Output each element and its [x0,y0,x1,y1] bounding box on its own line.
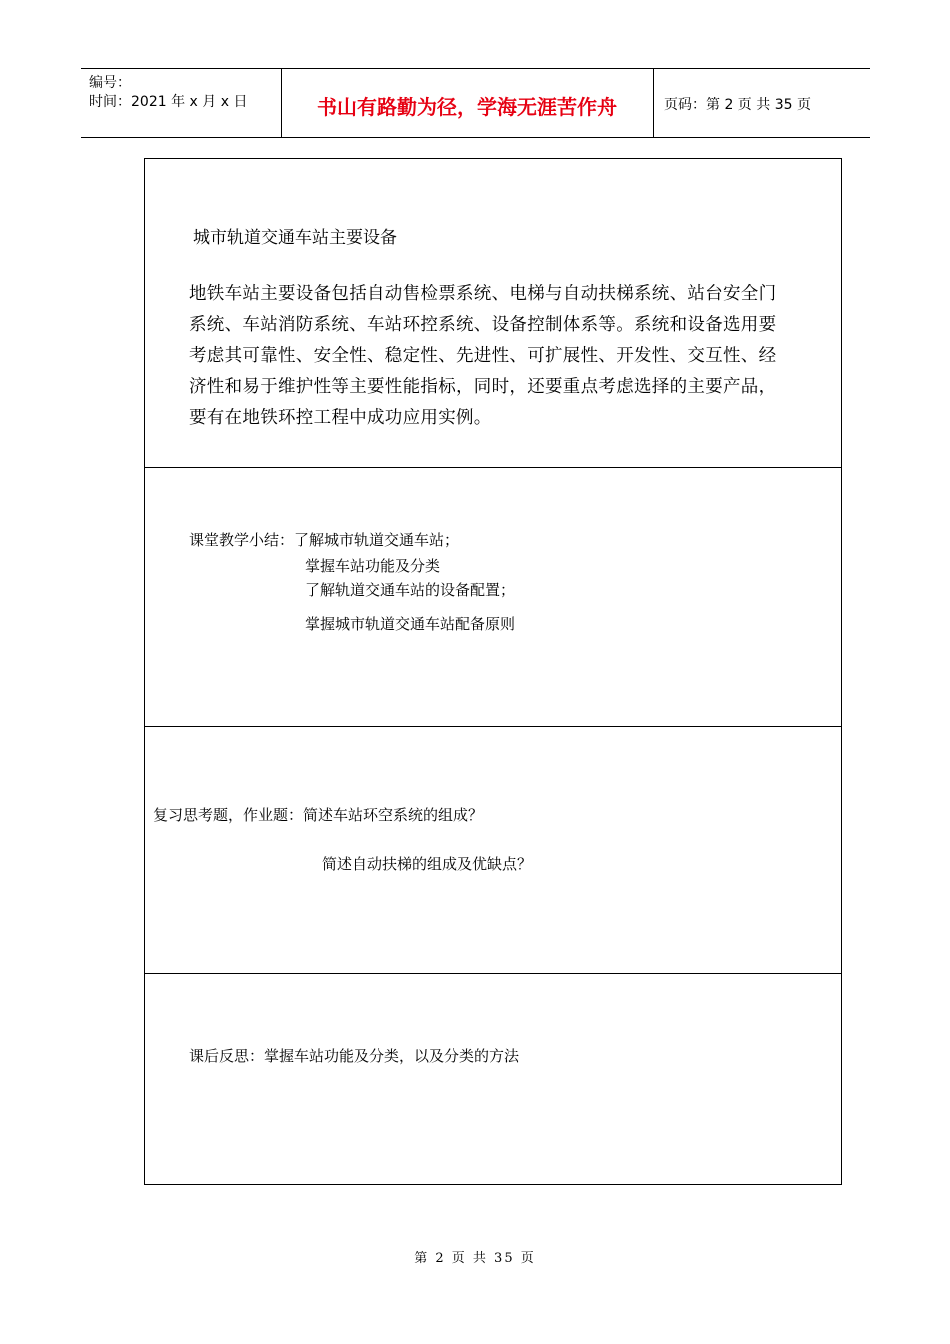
summary-item: 掌握城市轨道交通车站配备原则 [305,615,516,633]
paragraph-line: 考虑其可靠性、安全性、稳定性、先进性、可扩展性、开发性、交互性、经 [189,346,777,366]
equipment-section [145,159,841,468]
time-label: 时间：2021 年 x 月 x 日 [89,94,248,110]
summary-item: 了解轨道交通车站的设备配置； [305,581,516,599]
page-info: 页码：第 2 页 共 35 页 [664,97,811,113]
review-section [145,727,841,974]
paragraph-line: 要有在地铁环控工程中成功应用实例。 [189,408,492,428]
summary-section [145,468,841,727]
paragraph-line: 地铁车站主要设备包括自动售检票系统、电梯与自动扶梯系统、站台安全门 [189,284,777,304]
equipment-paragraph [189,279,837,434]
motto-text: 书山有路勤为径，学海无涯苦作舟 [317,95,617,119]
paragraph-line: 系统、车站消防系统、车站环控系统、设备控制体系等。系统和设备选用要 [189,315,777,335]
review-question-2: 简述自动扶梯的组成及优缺点？ [322,855,533,873]
paragraph-line: 济性和易于维护性等主要性能指标，同时，还要重点考虑选择的主要产品， [189,377,777,397]
header-meta-cell [81,69,282,137]
section-title: 城市轨道交通车站主要设备 [193,228,397,248]
summary-label: 课堂教学小结：了解城市轨道交通车站； [189,531,460,549]
reflection-text: 课后反思：掌握车站功能及分类，以及分类的方法 [189,1047,520,1065]
number-label: 编号： [89,75,131,91]
summary-item: 掌握车站功能及分类 [305,557,441,575]
page-footer: 第 2 页 共 35 页 [414,1251,536,1266]
header-page-cell [654,69,870,137]
review-question-1: 复习思考题，作业题：简述车站环空系统的组成？ [153,806,484,824]
content-table [144,158,842,1185]
page-header [81,68,870,138]
header-motto-cell [281,69,654,137]
reflection-section [145,974,841,1185]
